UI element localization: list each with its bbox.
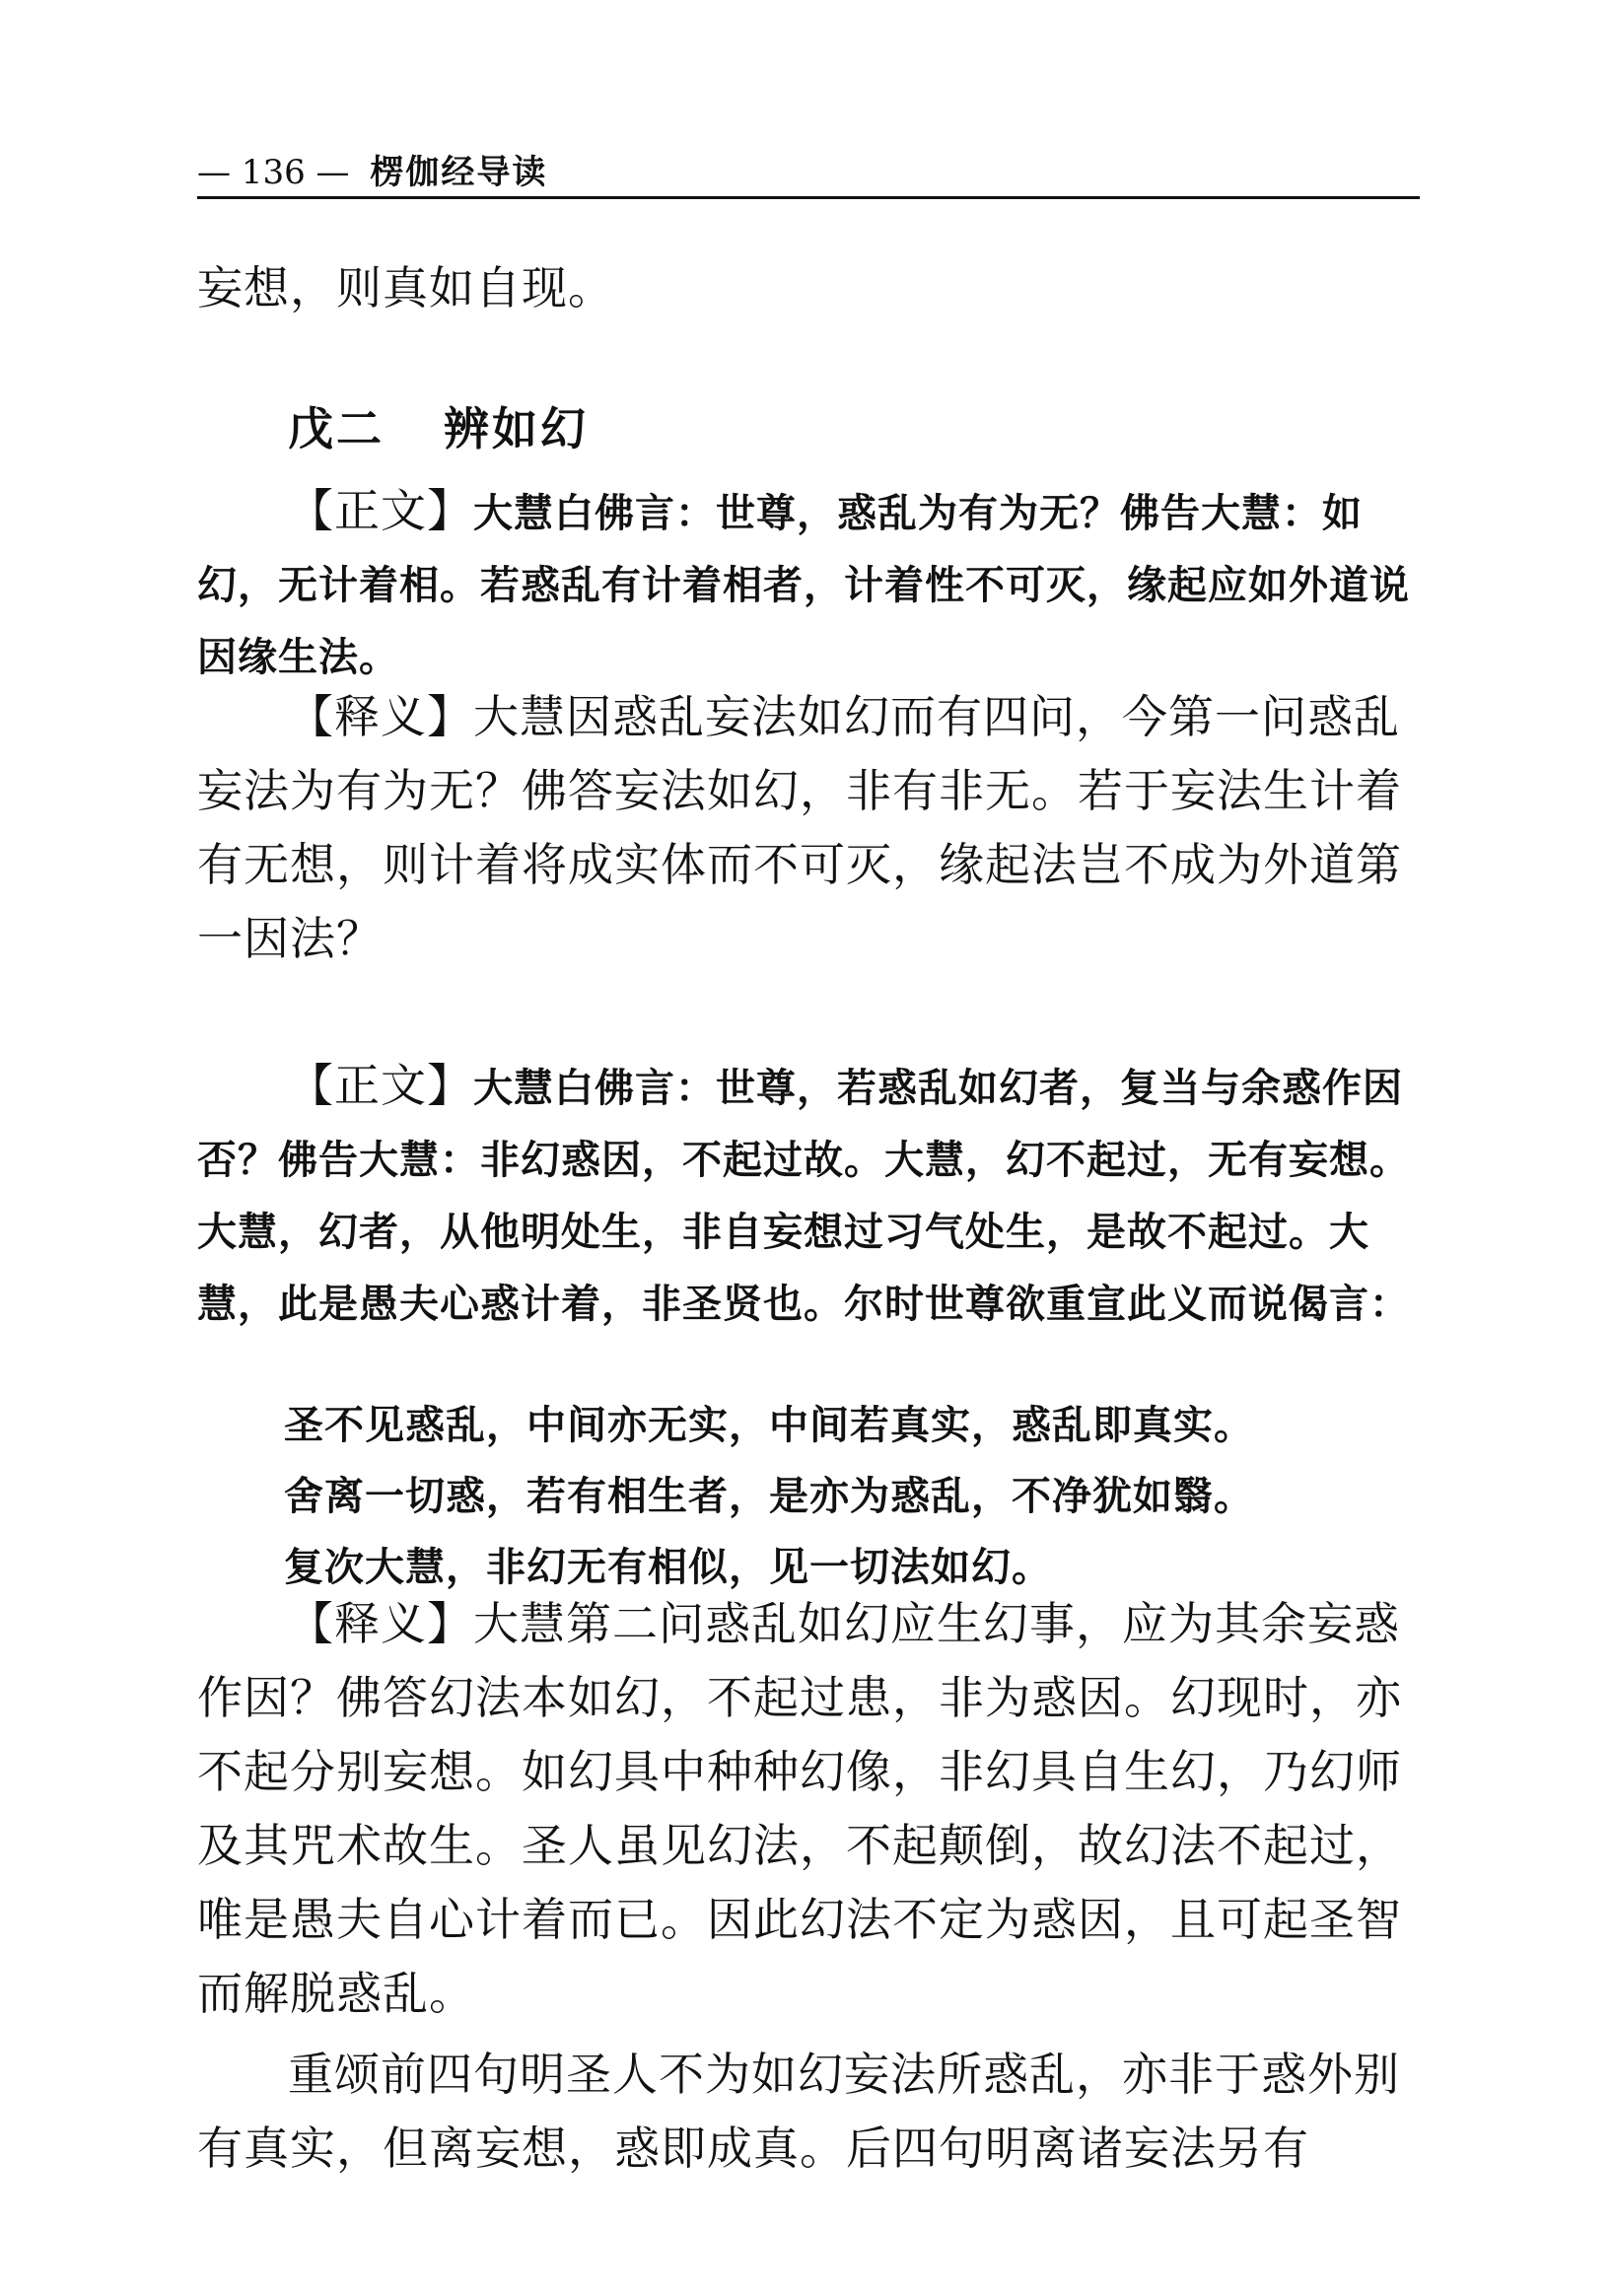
page-number: — 136 — [197, 153, 350, 192]
section-marker: 戊二 [288, 402, 385, 455]
section-heading [288, 394, 589, 463]
continuation-paragraph: 妄想，则真如自现。 [197, 261, 614, 314]
book-title: 楞伽经导读 [370, 153, 548, 192]
shiyi-label: 【释义】 [288, 690, 473, 743]
verse-block [284, 1390, 1418, 1603]
verse-line: 圣不见惑乱，中间亦无实，中间若真实，惑乱即真实。 [284, 1403, 1254, 1448]
shiyi-text: 大慧因惑乱妄法如幻而有四问，今第一问惑乱妄法为有为无？佛答妄法如幻，非有非无。若于妄法生计着有无想，则计着将成实体而不可灭，缘起法岂不成为外道第一因法？ [197, 690, 1402, 965]
shiyi-text: 大慧第二问惑乱如幻应生幻事，应为其余妄惑作因？佛答幻法本如幻，不起过患，非为惑因。幻现时，亦不起分别妄想。如幻具中种种幻像，非幻具自生幻，乃幻师及其咒术故生。圣人虽见幻法，不起颠倒，故幻法不起过，唯是愚夫自心计着而已。因此幻法不定为惑因，且可起圣智而解脱惑乱。 [197, 1597, 1402, 2020]
section-title: 辨如幻 [444, 402, 589, 455]
shiyi-label: 【释义】 [288, 1597, 473, 1650]
zhengwen-paragraph-1 [197, 475, 1420, 694]
verse-line: 舍离一切惑，若有相生者，是亦为惑乱，不净犹如翳。 [284, 1474, 1254, 1519]
zhengwen-paragraph-2 [197, 1050, 1420, 1341]
shiyi-paragraph-1 [197, 680, 1420, 976]
zhengwen-text: 大慧白佛言：世尊，惑乱为有为无？佛告大慧：如幻，无计着相。若惑乱有计着相者，计着性不可灭，缘起应如外道说因缘生法。 [197, 491, 1410, 680]
zhengwen-label: 【正文】 [288, 1059, 473, 1112]
commentary-paragraph: 重颂前四句明圣人不为如幻妄法所惑乱，亦非于惑外别有真实，但离妄想，惑即成真。后四句明离诸妄法另有 [197, 2048, 1400, 2175]
zhengwen-text: 大慧白佛言：世尊，若惑乱如幻者，复当与余惑作因否？佛告大慧：非幻惑因，不起过故。大慧，幻不起过，无有妄想。大慧，幻者，从他明处生，非自妄想过习气处生，是故不起过。大慧，此是愚夫心惑计着，非圣贤也。尔时世尊欲重宣此义而说偈言： [197, 1066, 1410, 1327]
zhengwen-label: 【正文】 [288, 484, 473, 537]
verse-line: 复次大慧，非幻无有相似，见一切法如幻。 [284, 1545, 1052, 1590]
running-head [197, 148, 1420, 197]
header-rule [197, 196, 1420, 199]
shiyi-paragraph-2 [197, 1587, 1420, 2031]
